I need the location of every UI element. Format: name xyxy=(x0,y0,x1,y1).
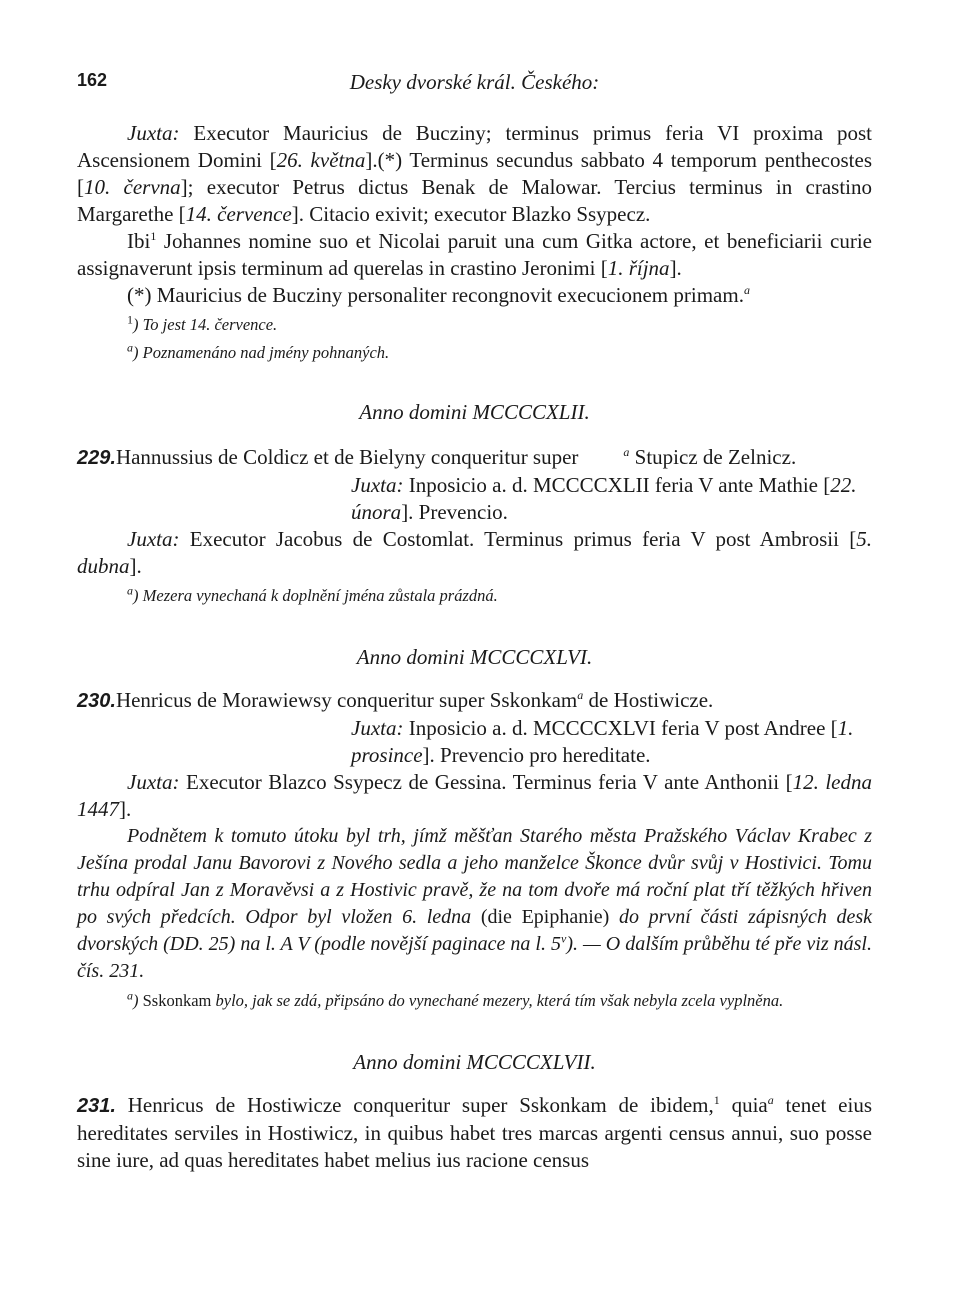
juxta-executor xyxy=(77,769,872,823)
juxta-label: Juxta: xyxy=(127,527,180,551)
entry-228-continuation xyxy=(77,120,872,367)
date-gloss: 22. února xyxy=(351,473,857,524)
text-run: Hannussius de Coldicz et de Bielyny conqueritur super xyxy=(115,445,579,469)
juxta-label: Juxta: xyxy=(127,121,180,145)
year-heading: Anno domini MCCCCXLVI. xyxy=(356,645,593,669)
footnote-a: $^a$) Mezera vynechaná k doplnění jména zůstala prázdná. xyxy=(127,583,498,605)
text-run: Podnětem k tomuto útoku byl trh, jímž měšťan Starého města Pražského Václav Krabec z Ješína prodal Janu Bavorovi z Nového sedla a jeho manželce Škonce dvůr svůj v Hostivici. Tomu trhu odpíral Jan z Moravěvsi a z Hostivic pravě, že na tom dvoře má roční plat tří těžkých hřiven po svých předcích. Odpor byl vložen 6. ledna xyxy=(77,825,872,928)
footnote-ref[interactable]: a xyxy=(743,283,750,297)
text-run: de Hostiwicze. xyxy=(583,688,714,712)
date-gloss: 14. července xyxy=(185,202,292,226)
footnote-1: $^1$) To jest 14. července. xyxy=(127,312,278,334)
text-run: ]. Citacio exivit; executor Blazko Ssypecz. xyxy=(291,202,651,226)
footnote-a: $^a$) Sskonkam bylo, jak se zdá, připsáno do vynechané mezery, která tím však nebyla zcela vyplněna. xyxy=(127,988,784,1010)
juxta-label: Juxta: xyxy=(351,716,404,740)
footnote-mark: a xyxy=(127,583,133,598)
text-run: tenet eius hereditates serviles in Hostiwicz, in quibus habet tres marcas argenti census annui, suo posse sine iure, ad quas hereditates habet melius ius racione census xyxy=(77,1093,873,1172)
entry-text xyxy=(77,1092,872,1174)
footnote-ref[interactable]: 1 xyxy=(150,229,157,243)
entry-231 xyxy=(77,1092,872,1174)
footnote-ref[interactable]: a xyxy=(577,688,584,702)
text-run: Henricus de Morawiewsy conqueritur super Sskonkam xyxy=(115,688,578,712)
footnote-ref[interactable]: a xyxy=(767,1093,774,1107)
entry-229 xyxy=(77,444,872,610)
footnote-text: To jest 14. července. xyxy=(142,315,278,334)
footnote-mark: a xyxy=(127,988,133,1003)
date-gloss: 10. června xyxy=(84,175,181,199)
entry-number: 229. xyxy=(77,447,116,469)
text-run: (*) Mauricius de Bucziny personaliter recongnovit execucionem primam. xyxy=(127,283,744,307)
page-header xyxy=(77,70,872,100)
entry-number: 230. xyxy=(77,690,116,712)
entry-number: 231. xyxy=(77,1095,116,1117)
date-gloss: 1. října xyxy=(607,256,670,280)
date-gloss: 5. dubna xyxy=(77,527,872,578)
text-run: Executor Mauricius de Bucziny; terminus primus feria VI proxima post Ascensionem Domini [ xyxy=(77,121,873,172)
text-run: Stupicz de Zelnicz. xyxy=(634,445,797,469)
book-page xyxy=(77,70,872,1174)
page-number: 162 xyxy=(77,70,108,90)
text-run: do první části zápisných desk dvorských (DD. 25) na l. A V (podle novější paginace na l. 5 xyxy=(77,906,873,955)
date-gloss: 1. prosince xyxy=(351,716,854,767)
juxta-inposicio xyxy=(77,715,872,769)
text-run: ). — O dalším průběhu té pře viz násl. čís. 231. xyxy=(77,933,872,982)
footnote-ref[interactable]: a xyxy=(623,445,630,459)
superscript: v xyxy=(561,931,567,946)
note-paragraph xyxy=(77,282,872,309)
text-run: ]. Prevencio pro hereditate. xyxy=(422,743,651,767)
running-title: Desky dvorské král. Českého: xyxy=(349,70,600,94)
text-run: Ibi xyxy=(127,229,151,253)
date-gloss: 26. května xyxy=(276,148,366,172)
year-heading: Anno domini MCCCCXLII. xyxy=(359,400,590,424)
juxta-paragraph xyxy=(77,120,872,228)
text-run: Henricus de Hostiwicze conqueritur super Sskonkam de ibidem, xyxy=(115,1093,714,1117)
footnote-word: Sskonkam xyxy=(142,991,212,1010)
juxta-label: Juxta: xyxy=(351,473,404,497)
juxta-executor xyxy=(77,526,872,580)
footnote-mark: 1 xyxy=(127,312,133,327)
footnote-a: $^a$) Poznamenáno nad jmény pohnaných. xyxy=(127,340,390,362)
text-run: quia xyxy=(719,1093,768,1117)
entry-line xyxy=(77,687,872,715)
juxta-label: Juxta: xyxy=(127,770,180,794)
text-run: ]. Prevencio. xyxy=(401,500,508,524)
year-heading: Anno domini MCCCCXLVII. xyxy=(353,1050,596,1074)
text-run: Inposicio a. d. MCCCCXLII feria V ante Mathie [ xyxy=(408,473,831,497)
text-run: ].(*) Terminus secundus sabbato 4 temporum penthecostes [ xyxy=(77,148,872,199)
footnote-ref[interactable]: 1 xyxy=(713,1093,720,1107)
text-run: Inposicio a. d. MCCCCXLVI feria V post Andree [ xyxy=(408,716,838,740)
text-run: ]; executor Petrus dictus Benak de Malowar. Tercius terminus in crastino Margarethe [ xyxy=(77,175,872,226)
entry-230 xyxy=(77,687,872,1015)
footnote-text: bylo, jak se zdá, připsáno do vynechané mezery, která tím však nebyla zcela vyplněna. xyxy=(211,991,784,1010)
text-run: (die Epiphanie) xyxy=(480,906,610,928)
editor-commentary xyxy=(77,823,872,985)
entry-line xyxy=(77,444,872,472)
text-run: Executor Blazco Ssypecz de Gessina. Terminus feria V ante Anthonii [ xyxy=(186,770,793,794)
text-run: Executor Jacobus de Costomlat. Terminus primus feria V post Ambrosii [ xyxy=(189,527,857,551)
date-gloss: 12. ledna 1447 xyxy=(77,770,872,821)
text-run: Johannes nomine suo et Nicolai paruit una cum Gitka actore, et beneficiarii curie assignaverunt ipsis terminum ad querelas in crastino Jeronimi [ xyxy=(77,229,872,280)
ibi-paragraph xyxy=(77,228,872,282)
juxta-inposicio xyxy=(77,472,872,526)
text-run: ]. xyxy=(129,554,142,578)
footnote-mark: a xyxy=(127,340,133,355)
footnote-text: Poznamenáno nad jmény pohnaných. xyxy=(142,343,390,362)
footnote-text: Mezera vynechaná k doplnění jména zůstala prázdná. xyxy=(142,586,498,605)
text-run: ]. xyxy=(669,256,682,280)
text-run: ]. xyxy=(119,797,132,821)
